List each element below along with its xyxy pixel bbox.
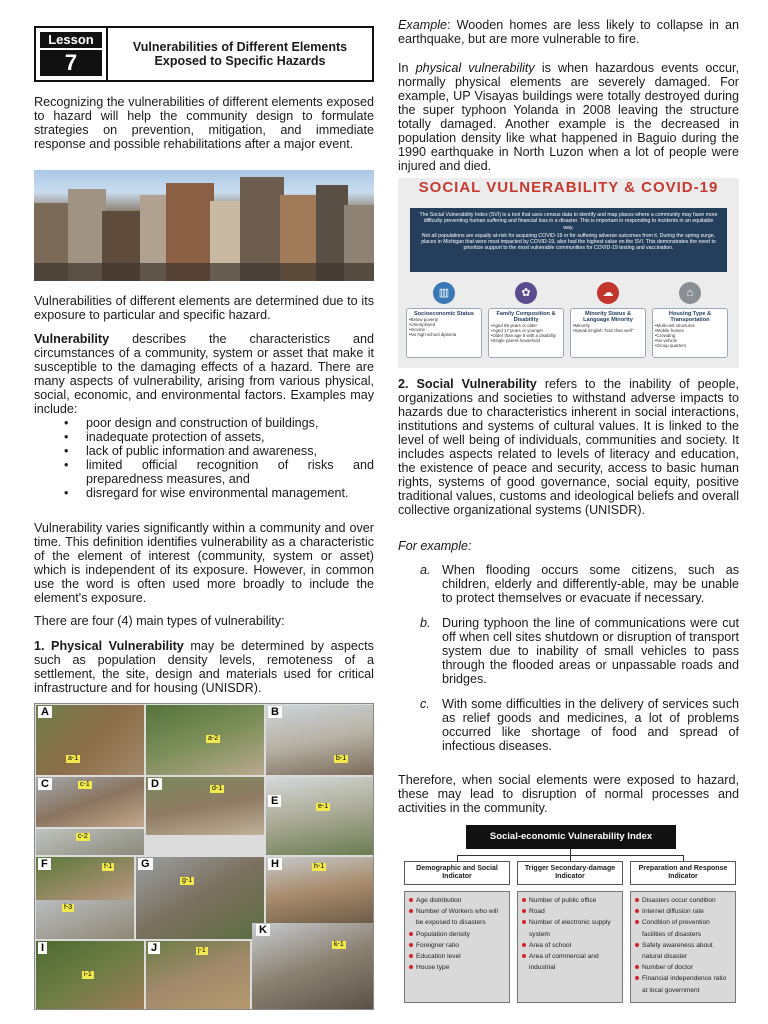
lesson-title: Vulnerabilities of Different Elements Exposed to Specific Hazards	[132, 40, 348, 68]
photo-letter: C	[38, 778, 52, 790]
photo-tag: d-1	[212, 785, 223, 792]
index-item: Population density	[407, 929, 507, 940]
lesson-word: Lesson	[40, 32, 102, 48]
example-list	[420, 563, 739, 753]
svi-category-item: •Older than age 5 with a disability	[491, 333, 556, 339]
list-item: • poor design and construction of buildings,	[86, 416, 374, 430]
index-column-title: Demographic and Social Indicator	[404, 861, 510, 885]
photo-cell	[36, 900, 134, 939]
svi-category	[406, 282, 482, 364]
photo-tag: a-1	[68, 755, 79, 762]
house-icon: ⌂	[679, 282, 701, 304]
index-item: Number of public office	[520, 895, 620, 906]
photo-tag: g-1	[182, 877, 193, 884]
svi-category-item: •Minority	[573, 323, 590, 329]
photo-cell	[36, 941, 144, 1009]
list-item-text: During typhoon the line of communications were cut off when cell sites shutdown or disruption of transport system due to inability of small vehicles to pass through the flooded areas or unpassable roads and bridges.	[442, 616, 739, 686]
index-column	[630, 861, 736, 1003]
index-item: Road	[520, 906, 620, 917]
photo-letter: A	[38, 706, 52, 718]
index-column-body	[630, 891, 736, 1003]
list-marker: a.	[420, 563, 431, 577]
photo-letter: H	[268, 858, 282, 870]
photo-cell	[36, 829, 144, 855]
vulnerability-examples-list	[86, 416, 374, 500]
photo-letter: I	[38, 942, 47, 954]
svi-category-card	[406, 308, 482, 358]
svi-category	[488, 282, 564, 364]
photo-cell	[266, 857, 373, 923]
index-item: Safety awareness about natural disaster	[633, 940, 733, 962]
svi-category	[652, 282, 728, 364]
therefore-paragraph: Therefore, when social elements were exposed to hazard, these may lead to disruption of normal processes and activities in the community.	[398, 773, 739, 815]
determined-paragraph: Vulnerabilities of different elements are determined due to its exposure to particular and specific hazard.	[34, 294, 374, 322]
example-label: Example	[398, 18, 447, 32]
photo-tag: h-1	[314, 863, 325, 870]
svi-category	[570, 282, 646, 364]
svi-category-item: •Single parent household	[491, 338, 540, 344]
photo-cell	[266, 777, 373, 855]
svi-category-title: Family Composition & Disability	[496, 311, 556, 324]
index-item: Education level	[407, 951, 507, 962]
speech-icon: ☁	[597, 282, 619, 304]
physical-explanation-text: is when hazardous events occur, normally physical elements are severely damaged. For example, UP Visayas buildings were totally destroyed during the super typhoon Yolanda in 2008 leaving the structure totally damaged. Another example is the decreased in population density like what happened in Baguio during the 1990 earthquake in North Luzon when a lot of people were injured and died.	[398, 61, 739, 173]
svi-category-item: •No high school diploma	[409, 332, 457, 338]
index-item: Internet diffusion rate	[633, 906, 733, 917]
svi-category-item: •Income	[409, 327, 425, 333]
photo-tag: i-1	[84, 971, 92, 978]
list-marker: b.	[420, 616, 431, 630]
photo-cell	[146, 777, 264, 835]
svi-category-item: •Aged 65 years or older	[491, 323, 537, 329]
index-column-body	[517, 891, 623, 1003]
index-item: Number of doctor	[633, 962, 733, 973]
svi-category-item: •Multi-unit structures	[655, 323, 695, 329]
index-title: Social-economic Vulnerability Index	[466, 825, 676, 849]
list-marker: c.	[420, 697, 430, 711]
svi-category-title: Housing Type & Transportation	[668, 311, 712, 324]
svi-category-card	[652, 308, 728, 358]
photo-tag: a-2	[208, 735, 219, 742]
svi-panel-text: The Social Vulnerability Index (SVI) is a tool that uses census data to identify and map places where a community may have more difficulty preventing human suffering and financial loss in a disaster. This is important in responding to incidents in an equitable way.	[419, 212, 718, 231]
chart-icon: ▥	[433, 282, 455, 304]
physical-prefix: In	[398, 61, 416, 75]
photo-letter: J	[148, 942, 160, 954]
photo-tag: f-3	[64, 904, 73, 911]
svi-category-item: •Unemployed	[409, 322, 436, 328]
vulnerability-definition-text: describes the characteristics and circumstances of a community, system or asset that make it susceptible to the damaging effects of a hazard. There are many aspects of vulnerability, arising from various physical, social, economic, and environmental factors. Examples may include:	[34, 332, 374, 416]
photo-cell	[136, 857, 264, 939]
photo-tag: e-1	[318, 803, 329, 810]
index-item: Financial independence ratio at local government	[633, 973, 733, 995]
list-item-text: With some difficulties in the delivery of services such as relief goods and medicines, a lot of problems occurred like shortage of food and spread of infectious diseases.	[442, 697, 739, 753]
photo-letter: G	[138, 858, 153, 870]
photo-letter: F	[38, 858, 51, 870]
index-item: Number of Workers who will be exposed to disasters	[407, 906, 507, 928]
photo-letter: E	[268, 795, 281, 807]
social-vulnerability-term: 2. Social Vulnerability	[398, 377, 537, 391]
index-item: Number of electronic supply system	[520, 917, 620, 939]
physical-vulnerability-paragraph	[34, 639, 374, 695]
index-column	[517, 861, 623, 1003]
svi-category-item: •No vehicle	[655, 338, 678, 344]
index-column-title: Preparation and Response Indicator	[630, 861, 736, 885]
list-item: • inadequate protection of assets,	[86, 430, 374, 444]
index-item: Condition of prevention facilities of disasters	[633, 917, 733, 939]
list-item: • limited official recognition of risks and preparedness measures, and	[86, 458, 374, 486]
slum-photo	[34, 170, 374, 281]
svi-category-card	[488, 308, 564, 358]
example-paragraph	[398, 18, 739, 46]
index-item: Disasters occur condition	[633, 895, 733, 906]
photo-tag: j-1	[198, 947, 206, 954]
svi-category-item: •Group quarters	[655, 343, 687, 349]
photo-cell	[146, 705, 264, 775]
four-types-paragraph: There are four (4) main types of vulnerability:	[34, 614, 285, 628]
svi-category-item: •Mobile homes	[655, 328, 684, 334]
vulnerability-index-diagram	[404, 825, 740, 1010]
physical-term: physical vulnerability	[415, 61, 535, 75]
physical-explanation-paragraph	[398, 61, 739, 173]
lesson-header	[34, 26, 374, 82]
physical-vulnerability-text: may be determined by aspects such as population density levels, remoteness of a settlement, the site, design and materials used for critical infrastructure and for housing (UNISDR).	[34, 639, 374, 695]
photo-tag: b-1	[336, 755, 347, 762]
list-item-text: When flooding occurs some citizens, such as children, elderly and differently-able, may be unable to protect themselves or evacuate if necessary.	[442, 563, 739, 605]
physical-vulnerability-term: 1. Physical Vulnerability	[34, 639, 184, 653]
lesson-badge	[36, 28, 108, 80]
svi-category-title: Socioeconomic Status	[414, 311, 474, 317]
photo-cell	[36, 777, 144, 827]
for-example-text: For example:	[398, 539, 472, 553]
photo-letter: D	[148, 778, 162, 790]
svi-category-item: •Crowding	[655, 333, 676, 339]
photo-tag: f-1	[104, 863, 113, 870]
index-column-body	[404, 891, 510, 1003]
list-item: • disregard for wise environmental management.	[86, 486, 374, 500]
for-example-label	[398, 539, 739, 553]
photo-letter: B	[268, 706, 282, 718]
index-item: Area of school	[520, 940, 620, 951]
photo-cell	[252, 923, 373, 1009]
photo-cell	[266, 705, 373, 775]
vulnerability-term: Vulnerability	[34, 332, 110, 346]
svi-category-title: Minority Status & Language Minority	[583, 311, 633, 324]
list-item	[420, 697, 739, 753]
index-item: House type	[407, 962, 507, 973]
svi-category-item: •Below poverty	[409, 317, 439, 323]
svi-title: SOCIAL VULNERABILITY & COVID-19	[418, 179, 719, 196]
damage-photo-grid	[34, 703, 374, 1010]
example-text: : Wooden homes are less likely to collapse in an earthquake, but are more vulnerable to fire.	[398, 18, 739, 46]
index-item: Area of commercial and industrial	[520, 951, 620, 973]
photo-letter: K	[256, 924, 270, 936]
svi-category-item: •Speak English "less than well"	[573, 328, 634, 334]
svi-category-card	[570, 308, 646, 358]
index-column	[404, 861, 510, 1003]
social-vulnerability-paragraph	[398, 377, 739, 517]
photo-cell	[146, 941, 250, 1009]
vulnerability-definition	[34, 332, 374, 416]
intro-paragraph: Recognizing the vulnerabilities of different elements exposed to hazard will help the community design to formulate strategies on prevention, mitigation, and immediate response and possible rehabilitations after a major event.	[34, 95, 374, 151]
list-item	[420, 563, 739, 605]
svi-category-item: •Aged 17 years or younger	[491, 328, 544, 334]
photo-tag: c-2	[78, 833, 88, 840]
photo-cell	[36, 705, 144, 775]
list-item	[420, 616, 739, 686]
list-item: • lack of public information and awareness,	[86, 444, 374, 458]
photo-tag: c-1	[80, 781, 90, 788]
svi-infographic	[398, 178, 739, 368]
varies-paragraph: Vulnerability varies significantly within a community and over time. This definition identifies vulnerability as a characteristic of the element of interest (community, system or asset) which is independent of its exposure. However, in common use the word is often used more broadly to include the element's exposure.	[34, 521, 374, 605]
people-icon: ✿	[515, 282, 537, 304]
social-vulnerability-text: refers to the inability of people, organizations and societies to withstand adverse impacts to hazards due to characteristics inherent in social interactions, institutions and systems of cultural values. It is linked to the level of well being of individuals, communities and society. It includes aspects related to levels of literacy and education, the existence of peace and security, access to basic human rights, systems of good governance, social equity, positive traditional values, customs and ideological beliefs and overall collective organizational systems (UNISDR).	[398, 377, 739, 517]
index-item: Foreigner ratio	[407, 940, 507, 951]
index-column-title: Trigger Secondary-damage Indicator	[517, 861, 623, 885]
lesson-number: 7	[40, 50, 102, 76]
photo-tag: k-1	[334, 941, 344, 948]
svi-panel-text: Not all populations are equally at-risk for acquiring COVID-19 or for suffering adverse outcomes from it. During the spring surge, places in Michigan that were most impacted by COVID-19, also had the highest value on the SVI. This demonstrates the need to prioritize support to the most vulnerable communities for COVID-19 testing and vaccination.	[421, 232, 716, 252]
svi-description-panel	[410, 208, 727, 272]
index-item: Age distribution	[407, 895, 507, 906]
